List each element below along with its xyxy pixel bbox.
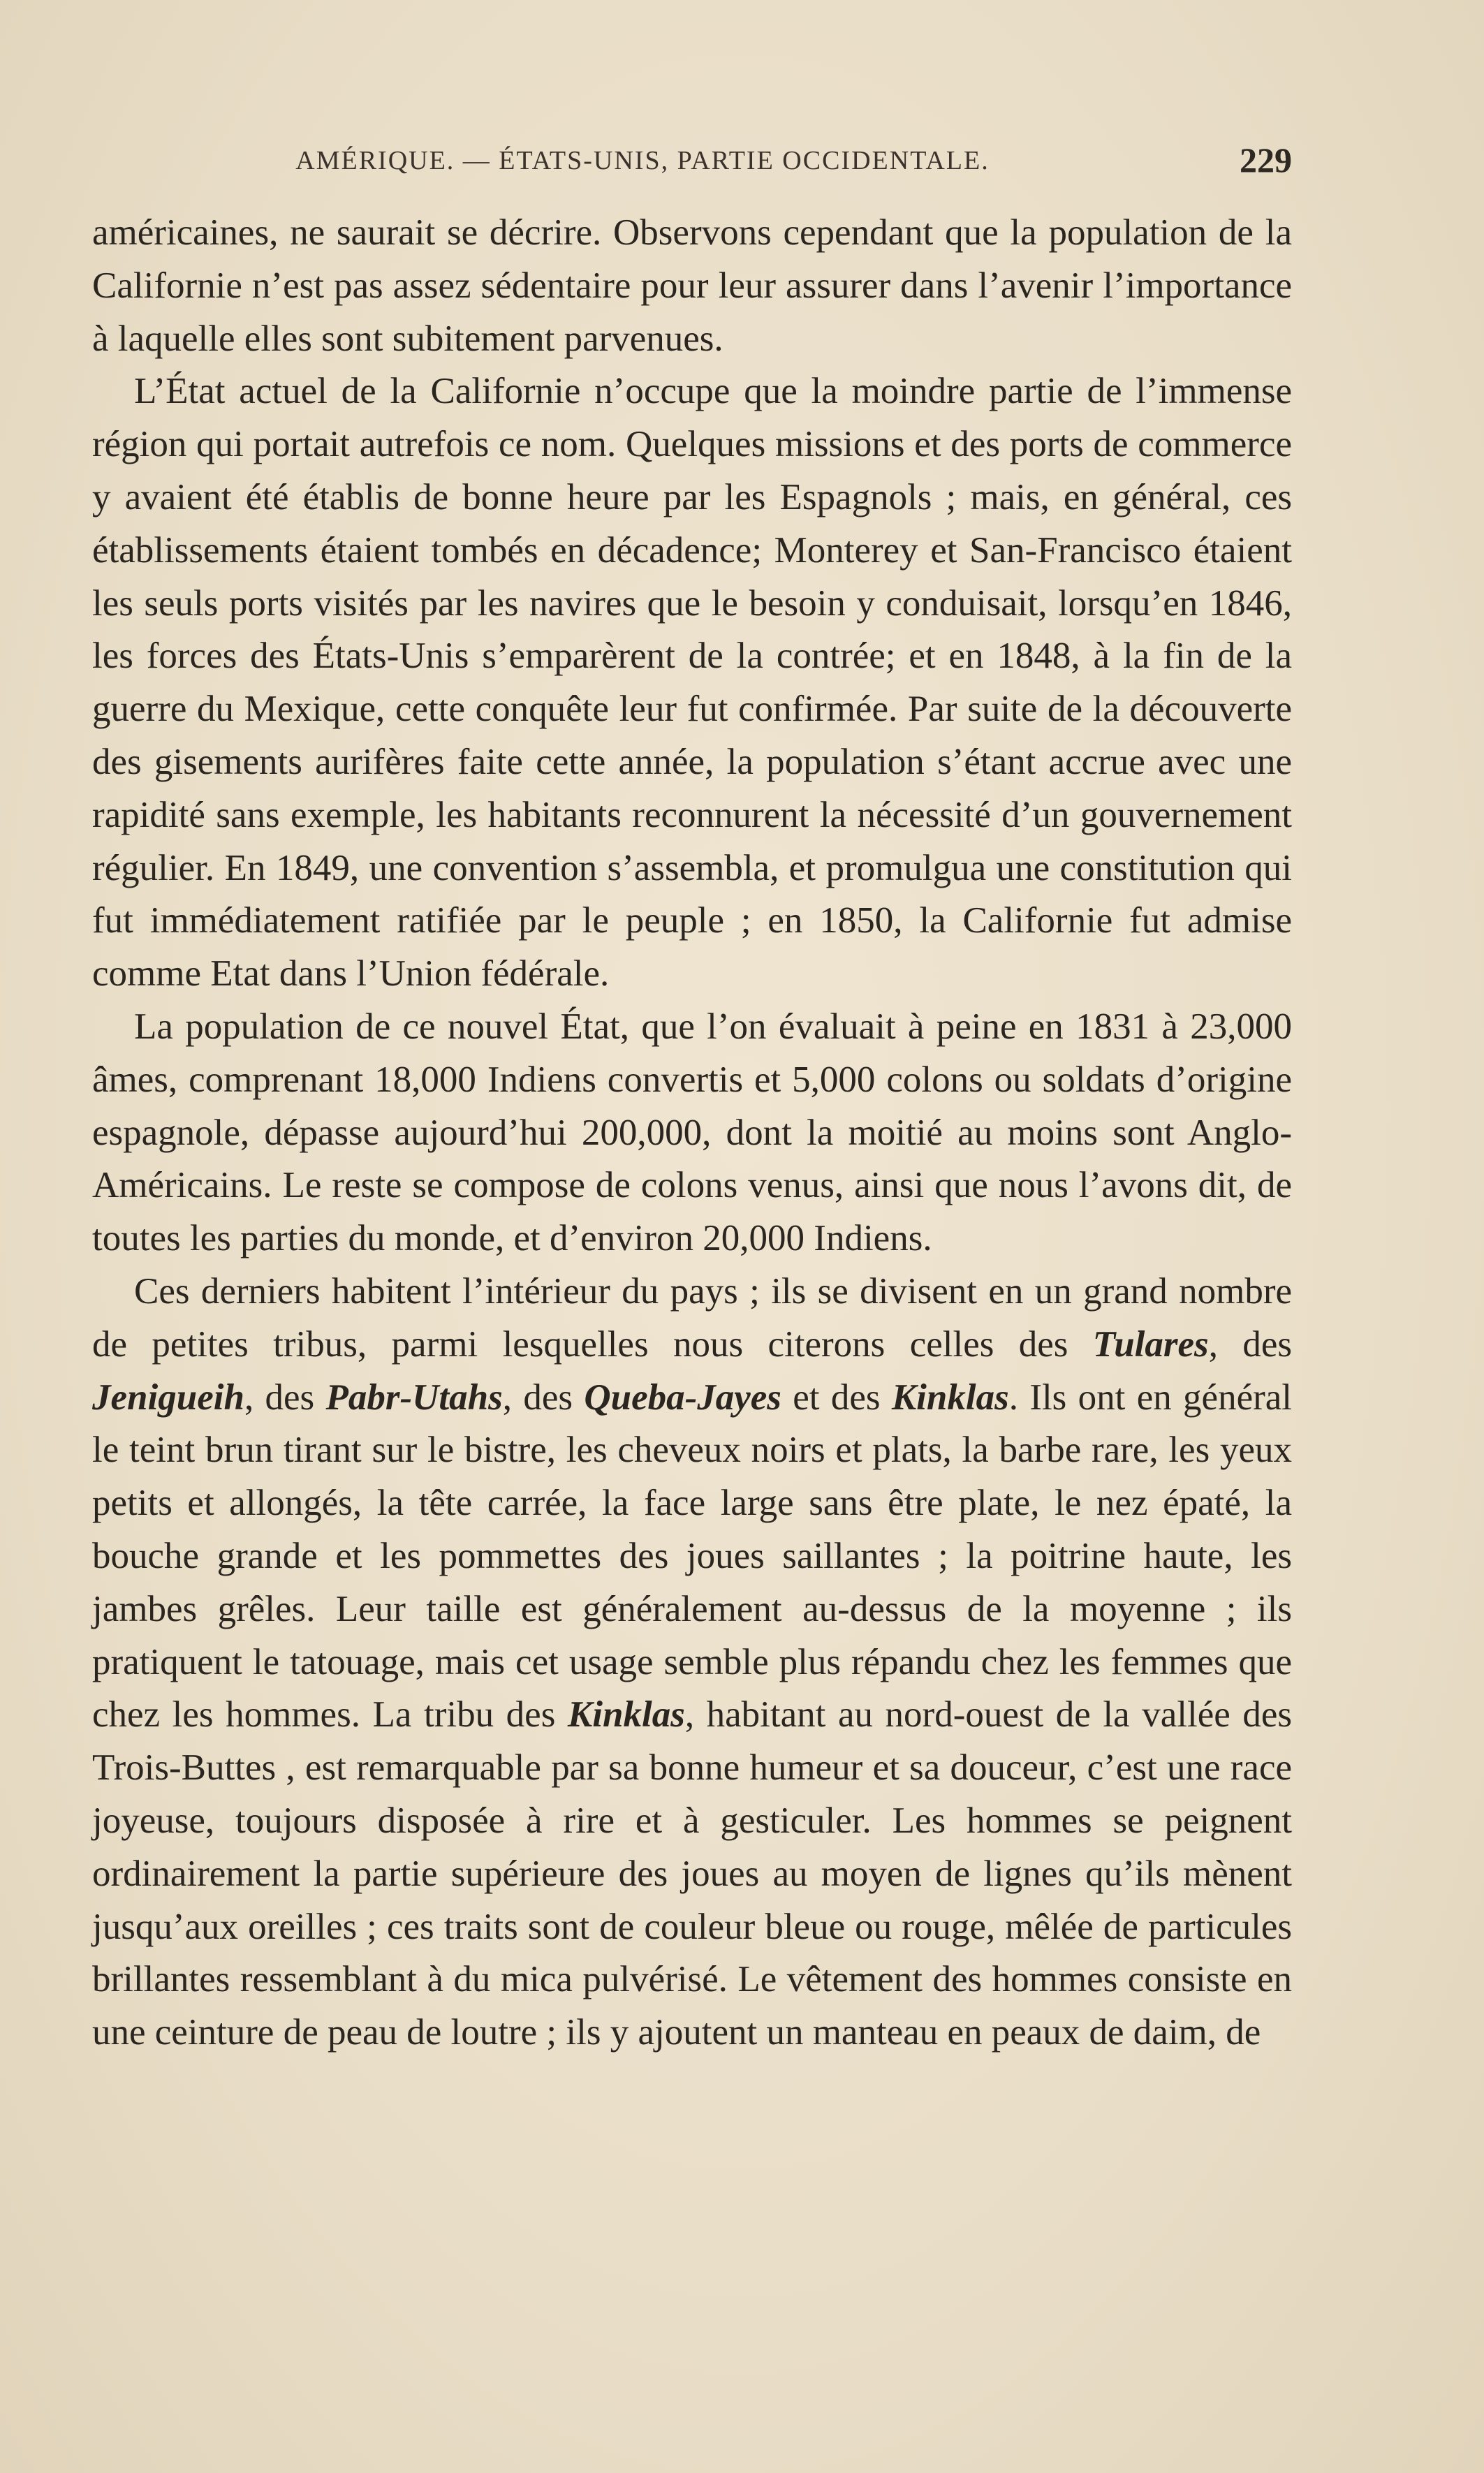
text-segment: Ces derniers habitent l’intérieur du pays ; ils se divisent en un grand nombre de petites tribus, parmi lesquelles nous citerons celles des (92, 1270, 1292, 1365)
tribe-name: Jenigueih (92, 1377, 244, 1418)
text-segment: L’État actuel de la Californie n’occupe que la moindre partie de l’immense région qui portait autrefois ce nom. Quelques missions et des ports de commerce y avaient été établis de bonne heure par les Espagnols ; mais, en général, ces établissements étaient tombés en décadence; Monterey et San-Francisco étaient les seuls ports visités par les navires que le besoin y conduisait, lorsqu’en 1846, les forces des États-Unis s’emparèrent de la contrée; et en 1848, à la fin de la guerre du Mexique, cette conquête leur fut confirmée. Par suite de la découverte des gisements aurifères faite cette année, la population s’étant accrue avec une rapidité sans exemple, les habitants reconnurent la nécessité d’un gouvernement régulier. En 1849, une convention s’assembla, et promulgua une constitution qui fut immédiatement ratifiée par le peuple ; en 1850, la Californie fut admise comme Etat dans l’Union fédérale. (92, 371, 1292, 995)
page-header (98, 140, 1292, 187)
text-segment: La population de ce nouvel État, que l’on évaluait à peine en 1831 à 23,000 âmes, comprenant 18,000 Indiens convertis et 5,000 colons ou soldats d’origine espagnole, dépasse aujourd’hui 200,000, dont la moitié au moins sont Anglo-Américains. Le reste se compose de colons venus, ainsi que nous l’avons dit, de toutes les parties du monde, et d’environ 20,000 Indiens. (92, 1006, 1292, 1259)
paragraph (92, 1265, 1292, 2060)
text-segment: . Ils ont en général le teint brun tirant sur le bistre, les cheveux noirs et plats, la barbe rare, les yeux petits et allongés, la tête carrée, la face large sans être plate, le nez épaté, la bouche grande et les pommettes des joues saillantes ; la poitrine haute, les jambes grêles. Leur taille est généralement au-dessus de la moyenne ; ils pratiquent le tatouage, mais cet usage semble plus répandu chez les femmes que chez les hommes. La tribu des (92, 1377, 1292, 1735)
body-text (92, 207, 1292, 2060)
paragraph (92, 207, 1292, 365)
tribe-name: Pabr-Utahs (325, 1377, 503, 1418)
text-segment: , des (502, 1377, 585, 1418)
paragraph (92, 365, 1292, 1001)
paragraph (92, 1001, 1292, 1265)
tribe-name: Kinklas (567, 1694, 685, 1735)
tribe-name: Queba-Jayes (584, 1377, 781, 1418)
text-segment: et des (781, 1377, 892, 1418)
text-segment: , habitant au nord-ouest de la vallée des Trois-Buttes , est remarquable par sa bonne humeur et sa douceur, c’est une race joyeuse, toujours disposée à rire et à gesticuler. Les hommes se peignent ordinairement la partie supérieure des joues au moyen de lignes qu’ils mènent jusqu’aux oreilles ; ces traits sont de couleur bleue ou rouge, mêlée de particules brillantes ressemblant à du mica pulvérisé. Le vêtement des hommes consiste en une ceinture de peau de loutre ; ils y ajoutent un manteau en peaux de daim, de (92, 1694, 1292, 2053)
text-segment: américaines, ne saurait se décrire. Observons cependant que la population de la Californie n’est pas assez sédentaire pour leur assurer dans l’avenir l’importance à laquelle elles sont subitement parvenues. (92, 212, 1292, 359)
page-number: 229 (1240, 140, 1292, 179)
running-title: AMÉRIQUE. — ÉTATS-UNIS, PARTIE OCCIDENTALE. (295, 146, 990, 175)
text-segment: , des (244, 1377, 326, 1418)
tribe-name: Kinklas (891, 1377, 1009, 1418)
tribe-name: Tulares (1092, 1323, 1209, 1365)
text-segment: , des (1208, 1323, 1292, 1365)
